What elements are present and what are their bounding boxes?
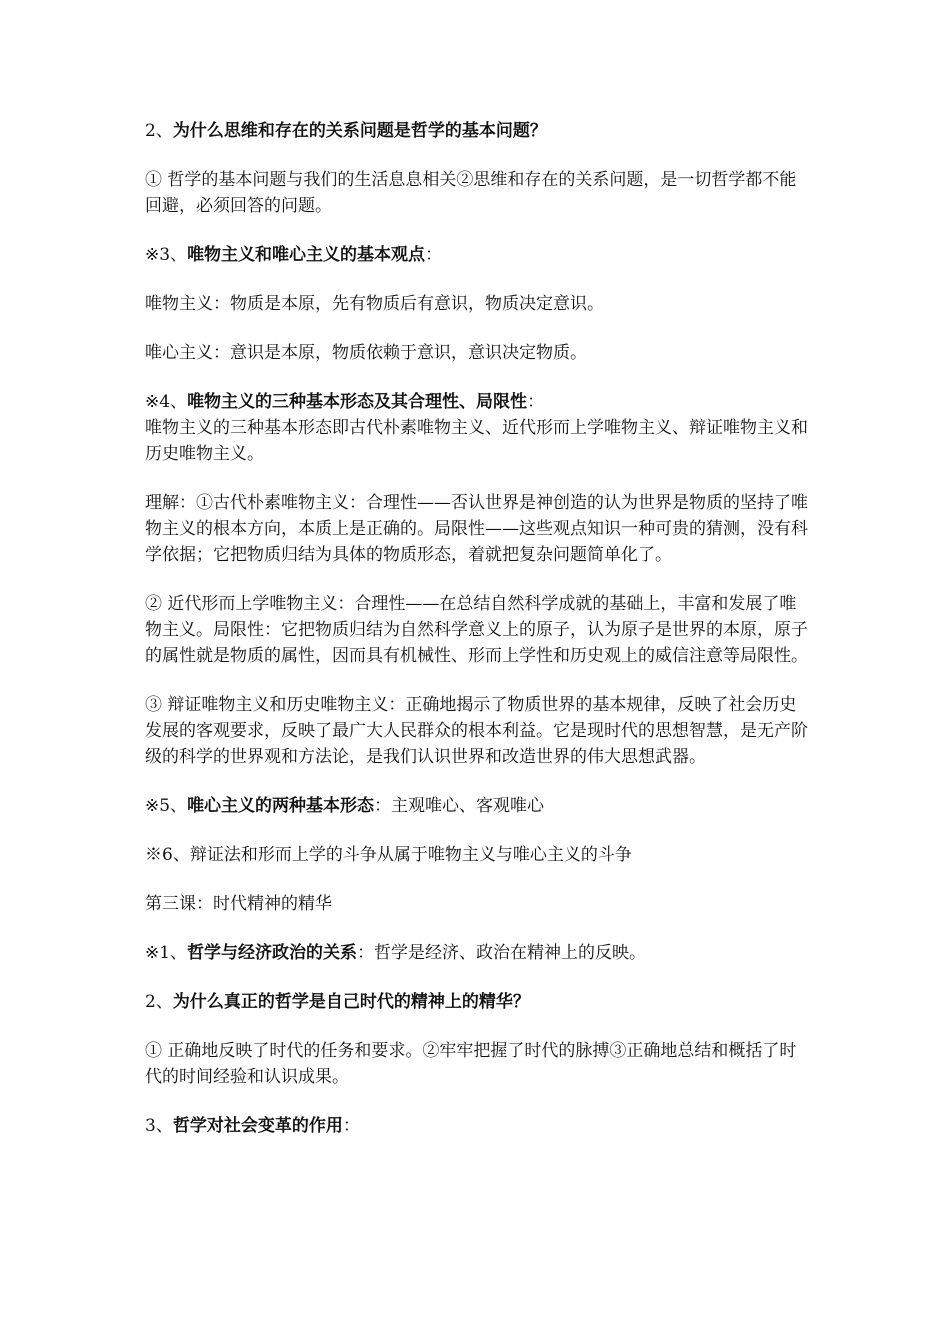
heading-l1-number: ※1、 [145, 943, 188, 963]
heading-l3-colon: ： [342, 1116, 360, 1136]
heading-q5 [145, 793, 810, 819]
paragraph-l2-answer: ① 正确地反映了时代的任务和要求。②牢牢把握了时代的脉搏③正确地总结和概括了时代的时间经验和认识成果。 [145, 1041, 797, 1087]
heading-l3-title: 哲学对社会变革的作用 [172, 1116, 343, 1136]
heading-q3-number: ※3、 [145, 245, 188, 265]
heading-l1 [145, 940, 810, 966]
heading-l2 [145, 989, 810, 1015]
document-page [145, 118, 810, 1162]
heading-q4-colon: ： [527, 392, 545, 412]
heading-q2 [145, 118, 810, 144]
paragraph-idealism: 唯心主义：意识是本原，物质依赖于意识，意识决定物质。 [145, 343, 587, 363]
heading-l3 [145, 1113, 810, 1139]
heading-q2-title: 为什么思维和存在的关系问题是哲学的基本问题？ [172, 121, 547, 141]
heading-l1-answer: ：哲学是经济、政治在精神上的反映。 [357, 943, 647, 963]
heading-l1-title: 哲学与经济政治的关系 [187, 943, 358, 963]
lesson-3-title: 第三课：时代精神的精华 [145, 894, 332, 914]
heading-q3 [145, 242, 810, 268]
heading-q2-number: 2、 [145, 121, 173, 141]
paragraph-materialism: 唯物主义：物质是本原，先有物质后有意识，物质决定意识。 [145, 294, 604, 314]
heading-q5-answer: ：主观唯心、客观唯心 [374, 796, 545, 816]
paragraph-ancient-materialism: 理解：①古代朴素唯物主义：合理性——否认世界是神创造的认为世界是物质的坚持了唯物主义的根本方向，本质上是正确的。局限性——这些观点知识一种可贵的猜测，没有科学依据；它把物质归结为具体的物质形态，着就把复杂问题简单化了。 [145, 493, 808, 565]
paragraph-q6: ※6、辩证法和形而上学的斗争从属于唯物主义与唯心主义的斗争 [145, 845, 632, 865]
paragraph-q2-answer: ① 哲学的基本问题与我们的生活息息相关②思维和存在的关系问题，是一切哲学都不能回避，必须回答的问题。 [145, 170, 797, 216]
heading-l2-number: 2、 [145, 992, 173, 1012]
paragraph-modern-materialism: ② 近代形而上学唯物主义：合理性——在总结自然科学成就的基础上，丰富和发展了唯物主义。局限性：它把物质归结为自然科学意义上的原子，认为原子是世界的本原，原子的属性就是物质的属性，因而具有机械性、形而上学性和历史观上的威信注意等局限性。 [145, 594, 808, 666]
paragraph-dialectical-materialism: ③ 辩证唯物主义和历史唯物主义：正确地揭示了物质世界的基本规律，反映了社会历史发展的客观要求，反映了最广大人民群众的根本利益。它是现时代的思想智慧，是无产阶级的科学的世界观和方法论，是我们认识世界和改造世界的伟大思想武器。 [145, 695, 808, 767]
heading-q5-number: ※5、 [145, 796, 188, 816]
heading-q4-title: 唯物主义的三种基本形态及其合理性、局限性 [187, 392, 528, 412]
heading-q4 [145, 389, 810, 415]
heading-q3-colon: ： [425, 245, 443, 265]
heading-l3-number: 3、 [145, 1116, 173, 1136]
heading-q3-title: 唯物主义和唯心主义的基本观点 [187, 245, 426, 265]
heading-q4-number: ※4、 [145, 392, 188, 412]
heading-l2-title: 为什么真正的哲学是自己时代的精神上的精华？ [172, 992, 530, 1012]
paragraph-q4-intro: 唯物主义的三种基本形态即古代朴素唯物主义、近代形而上学唯物主义、辩证唯物主义和历史唯物主义。 [145, 418, 808, 464]
heading-q5-title: 唯心主义的两种基本形态 [187, 796, 375, 816]
